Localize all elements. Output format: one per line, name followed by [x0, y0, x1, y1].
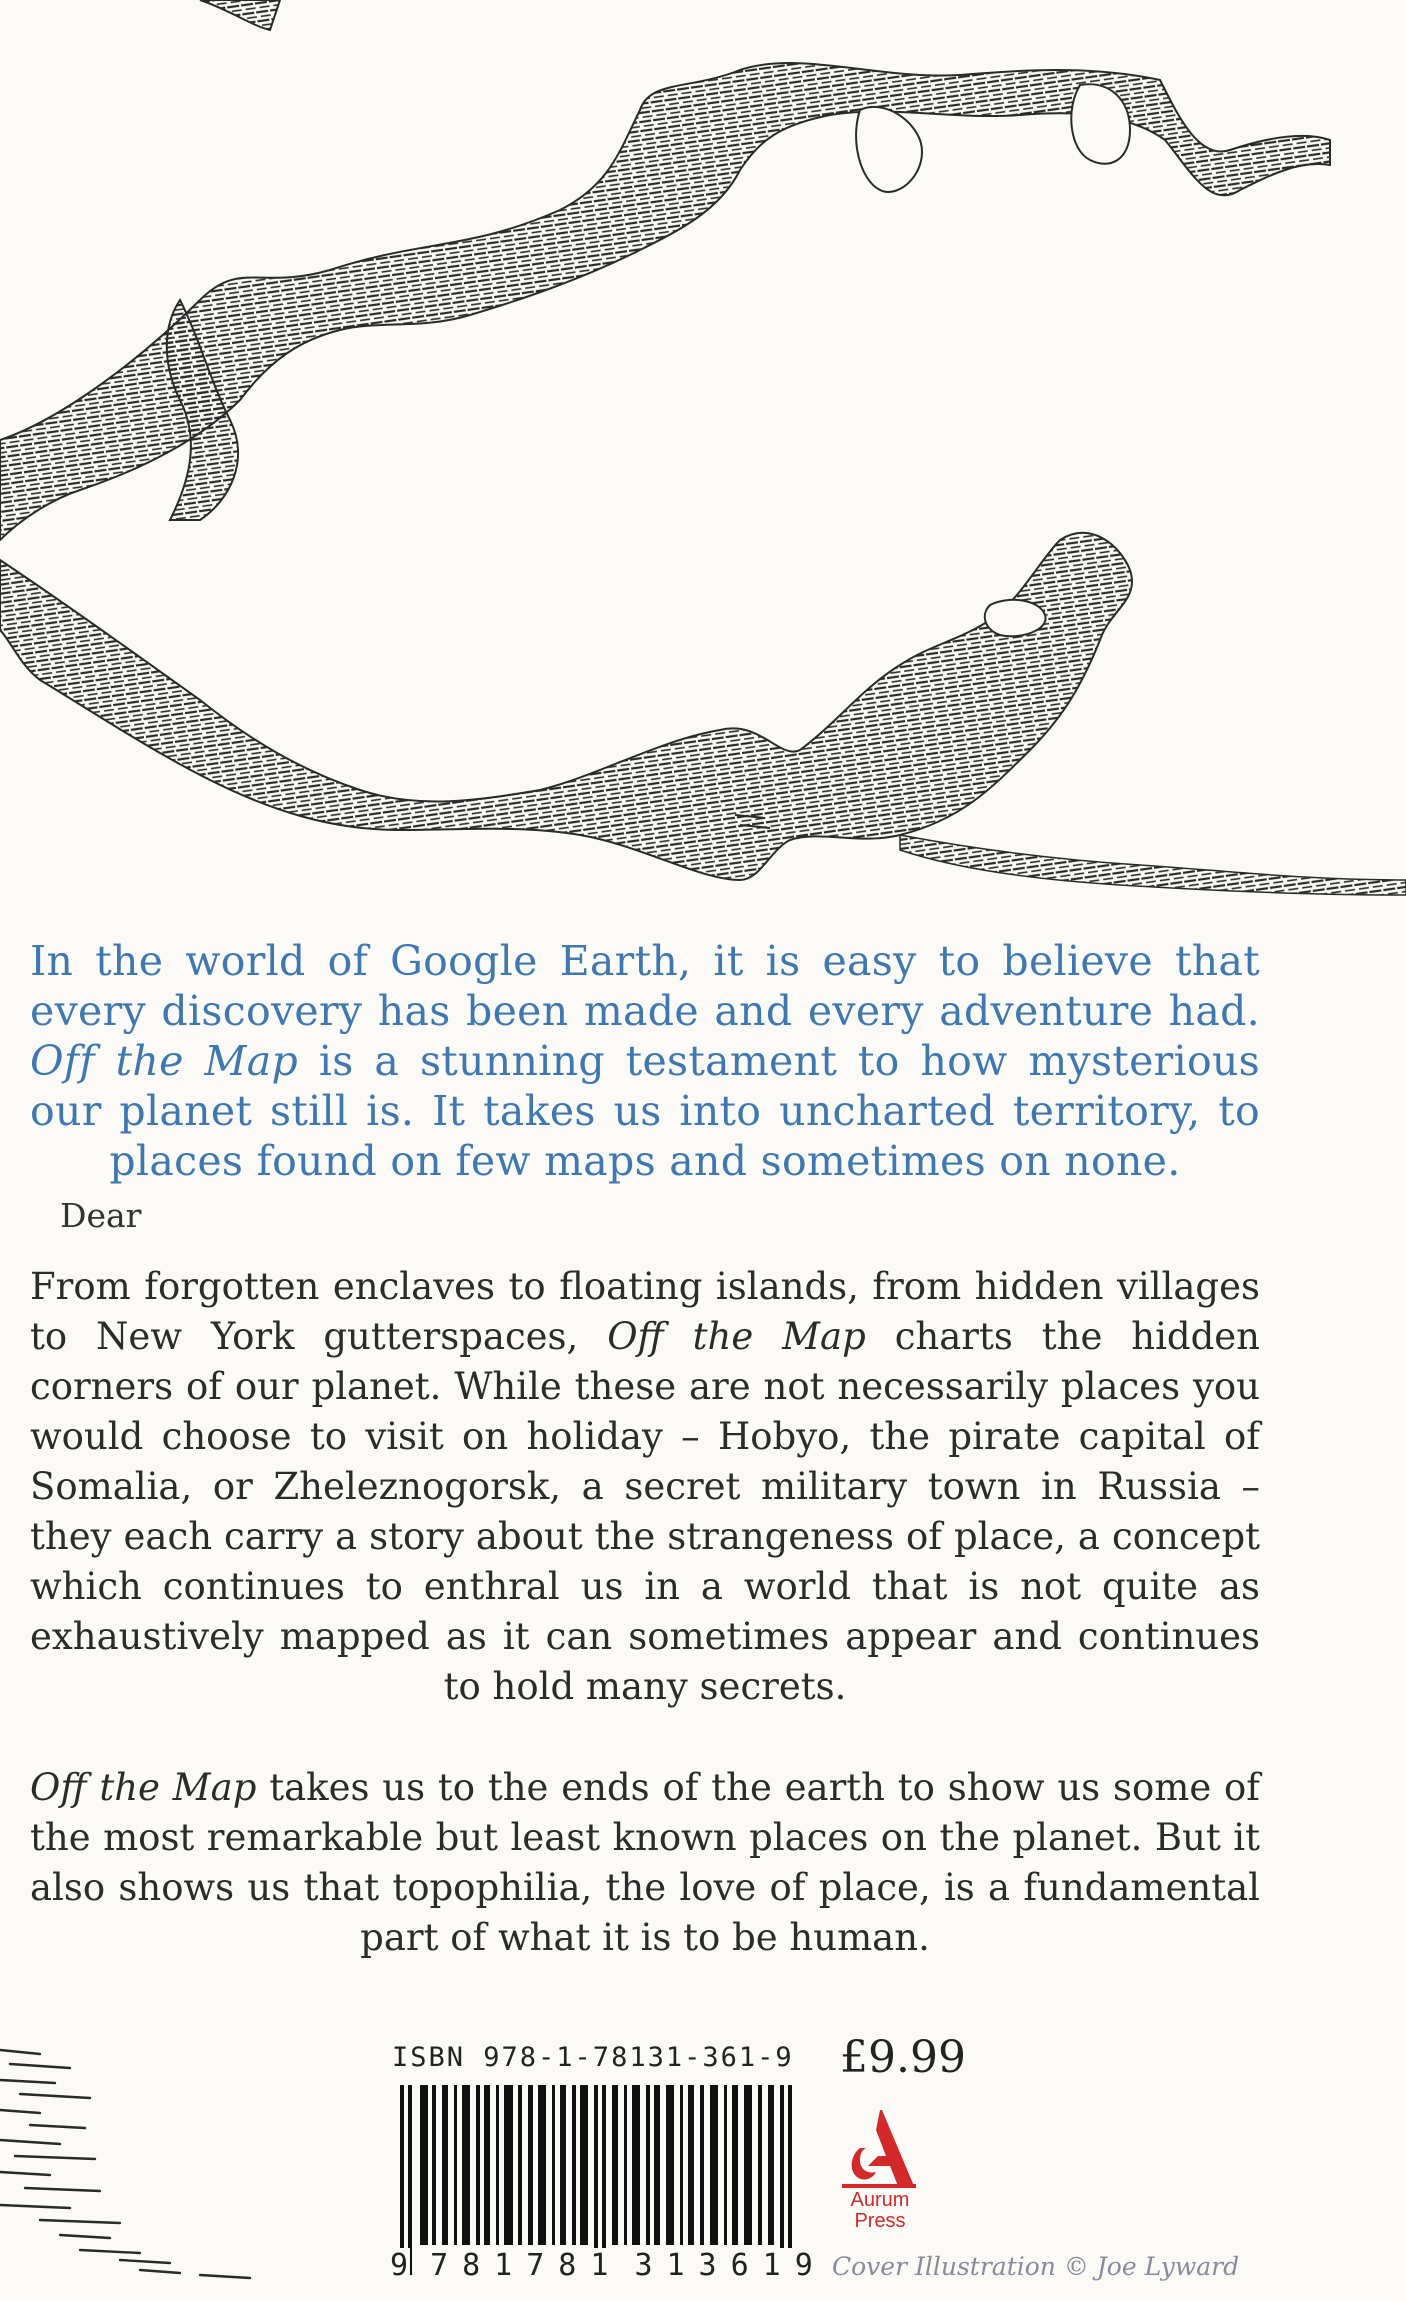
paragraph1-text-2: charts the hidden corners of our planet. While these are not necessarily places you would choose to visit on holiday – Hobyo, the pirate capital of Somalia, or Zheleznogorsk, a secret military town in Russia – they each carry a story about the strangeness of place, a concept which continues to enthral us in a world that is not quite as exhaustively mapped as it can sometimes appear and continues to hold many secrets.: [30, 1315, 1261, 1708]
barcode: [390, 2085, 810, 2275]
paragraph1-text-1: From forgotten enclaves to floating islands, from hidden villages to New York gutterspaces,: [30, 1265, 1260, 1358]
blurb-book-title: Off the Map: [30, 1037, 299, 1085]
paragraph2-text: takes us to the ends of the earth to show us some of the most remarkable but least known places on the planet. But it also shows us that topophilia, the love of place, is a fundamental part of what it is to be human.: [30, 1766, 1261, 1959]
blurb-quote: [30, 936, 1260, 1186]
blurb-text-2: is a stunning testament to how mysterious our planet still is. It takes us into uncharted territory, to places found on few maps and sometimes on none.: [30, 1037, 1260, 1185]
publisher-name-line2: Press: [854, 2210, 906, 2232]
publisher-name-line1: Aurum: [850, 2189, 910, 2211]
paragraph1-book-title: Off the Map: [607, 1315, 866, 1358]
isbn-label: ISBN 978-1-78131-361-9: [392, 2042, 794, 2073]
barcode-digit-lead: 9: [390, 2248, 409, 2283]
stray-text: Dear: [60, 1196, 142, 1235]
blurb-text-1: In the world of Google Earth, it is easy to believe that every discovery has been made and every adventure had.: [30, 937, 1260, 1035]
description-paragraph-2: [30, 1763, 1260, 1963]
price-label: £9.99: [840, 2032, 966, 2083]
publisher-name: [840, 2190, 920, 2232]
publisher-logo-icon: [838, 2108, 920, 2190]
cover-credit: Cover Illustration © Joe Lyward: [832, 2252, 1240, 2281]
barcode-digits: [388, 2248, 829, 2283]
map-fragment-bottom: [0, 2030, 260, 2300]
barcode-digits-left: 781781: [430, 2248, 623, 2283]
barcode-digits-right: 313619: [634, 2248, 827, 2283]
description-paragraph-1: [30, 1262, 1260, 1712]
map-illustration: [0, 0, 1406, 900]
paragraph2-book-title: Off the Map: [30, 1766, 257, 1809]
